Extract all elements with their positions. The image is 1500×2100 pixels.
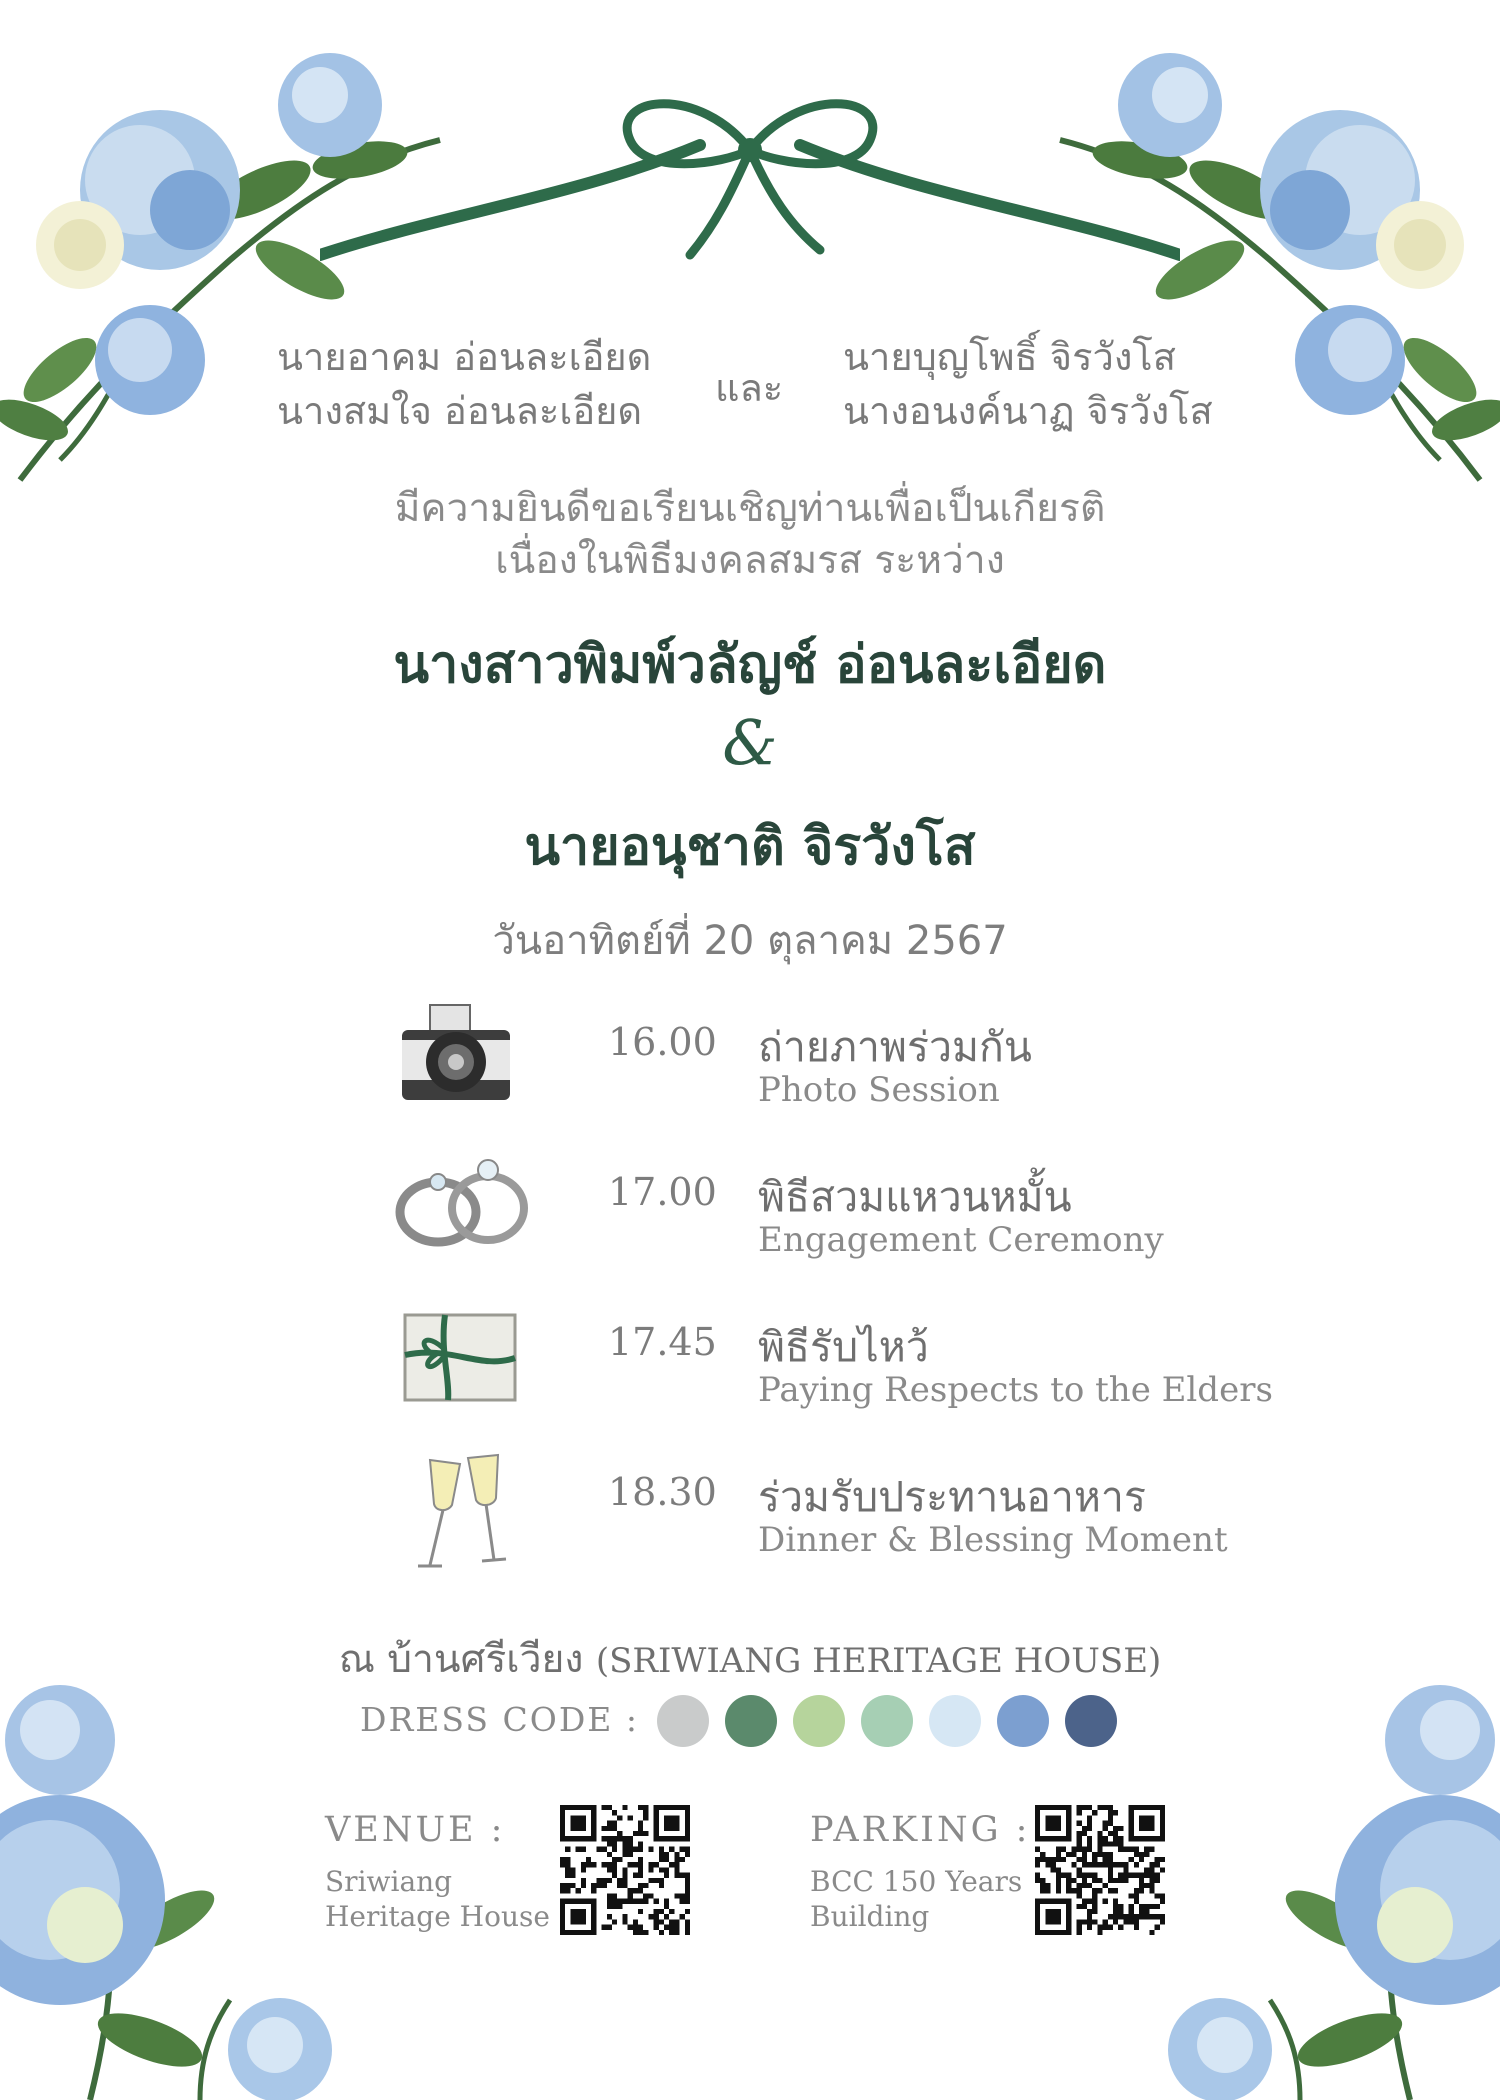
schedule-item — [0, 1300, 1500, 1430]
parking-qr-code[interactable] — [1035, 1805, 1165, 1935]
rings-icon — [390, 1150, 540, 1280]
venue-qr-code[interactable] — [560, 1805, 690, 1935]
bottom-left-hydrangea-decoration — [0, 1660, 360, 2100]
parking-info — [810, 1810, 1030, 1934]
color-swatch — [861, 1695, 913, 1747]
venue-line — [0, 1628, 1500, 1690]
color-swatch — [929, 1695, 981, 1747]
schedule-title-th: พิธีรับไหว้ — [758, 1323, 929, 1371]
venue-info — [325, 1810, 550, 1934]
schedule-title-en: Engagement Ceremony — [758, 1220, 1164, 1260]
color-swatch — [725, 1695, 777, 1747]
parking-address-line-1: BCC 150 Years — [810, 1865, 1023, 1898]
parking-title: PARKING : — [810, 1810, 1031, 1850]
schedule-item — [0, 1450, 1500, 1580]
champagne-glasses-icon — [390, 1450, 540, 1580]
schedule-title-th: ร่วมรับประทานอาหาร — [758, 1473, 1146, 1521]
schedule-title-en: Dinner & Blessing Moment — [758, 1520, 1228, 1560]
color-swatch — [1065, 1695, 1117, 1747]
venue-address — [325, 1864, 550, 1934]
bottom-right-hydrangea-decoration — [1140, 1660, 1500, 2100]
schedule-item — [0, 1150, 1500, 1280]
schedule-title-en: Paying Respects to the Elders — [758, 1370, 1273, 1410]
gift-icon — [390, 1300, 540, 1430]
venue-line-thai: ณ บ้านศรีเวียง — [338, 1637, 596, 1682]
venue-line-english: (SRIWIANG HERITAGE HOUSE) — [595, 1641, 1162, 1681]
schedule-title-th: พิธีสวมแหวนหมั้น — [758, 1173, 1072, 1221]
camera-icon — [390, 1000, 540, 1130]
groom-name: นายอนุชาติ จิรวังโส — [524, 817, 976, 877]
schedule-time: 17.00 — [608, 1170, 717, 1214]
groom-father-name: นายบุญโพธิ์ จิรวังโส — [843, 335, 1176, 379]
invitation-line-1: มีความยินดีขอเรียนเชิญท่านเพื่อเป็นเกียรติ — [394, 486, 1106, 531]
schedule-item — [0, 1000, 1500, 1130]
schedule-title-en: Photo Session — [758, 1070, 1000, 1110]
groom-mother-name: นางอนงค์นาฏ จิรวังโส — [843, 389, 1213, 433]
schedule-time: 16.00 — [608, 1020, 717, 1064]
schedule-title-th: ถ่ายภาพร่วมกัน — [758, 1023, 1032, 1071]
parking-address — [810, 1864, 1030, 1934]
bride-mother-name: นางสมใจ อ่อนละเอียด — [277, 389, 643, 433]
bride-name: นางสาวพิมพ์วลัญช์ อ่อนละเอียด — [393, 635, 1107, 695]
color-swatch — [997, 1695, 1049, 1747]
color-swatch — [657, 1695, 709, 1747]
ampersand: & — [722, 706, 778, 779]
color-swatch — [793, 1695, 845, 1747]
venue-title: VENUE : — [325, 1810, 506, 1850]
venue-address-line-1: Sriwiang — [325, 1865, 453, 1898]
invitation-line-2: เนื่องในพิธีมงคลสมรส ระหว่าง — [495, 538, 1005, 583]
schedule-time: 18.30 — [608, 1470, 717, 1514]
and-connector: และ — [715, 366, 784, 410]
bride-father-name: นายอาคม อ่อนละเอียด — [277, 335, 652, 379]
dress-code-label: DRESS CODE : — [360, 1700, 639, 1739]
wedding-date: วันอาทิตย์ที่ 20 ตุลาคม 2567 — [492, 918, 1008, 964]
venue-address-line-2: Heritage House — [325, 1900, 550, 1933]
parking-address-line-2: Building — [810, 1900, 930, 1933]
schedule-time: 17.45 — [608, 1320, 717, 1364]
